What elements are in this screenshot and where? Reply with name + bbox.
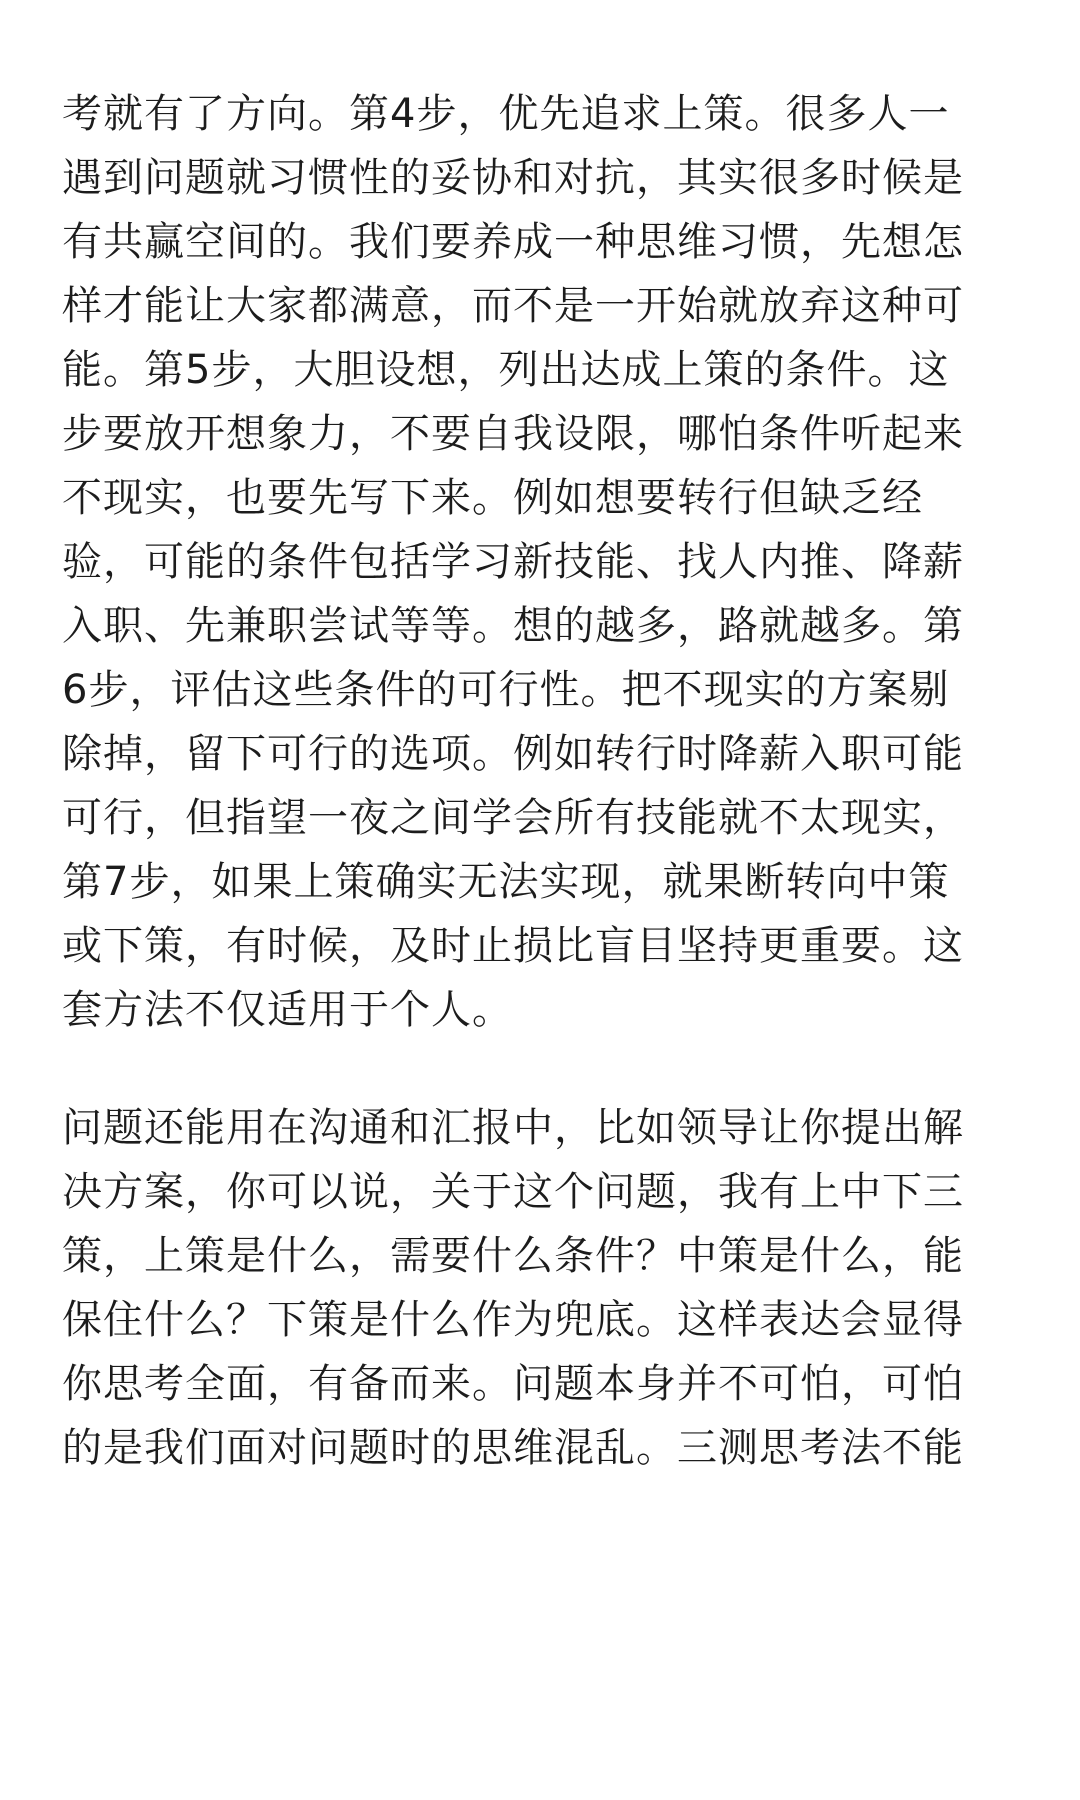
text-line: 入职、先兼职尝试等等。想的越多，路就越多。第 <box>62 603 964 649</box>
text-line: 样才能让大家都满意，而不是一开始就放弃这种可 <box>62 283 964 329</box>
paragraph-spacer <box>62 1042 1022 1096</box>
text-line: 或下策，有时候，及时止损比盲目坚持更重要。这 <box>62 923 964 969</box>
text-line: 能。第5步，大胆设想，列出达成上策的条件。这 <box>62 347 950 393</box>
text-line: 考就有了方向。第4步，优先追求上策。很多人一 <box>62 91 950 137</box>
text-line: 验，可能的条件包括学习新技能、找人内推、降薪 <box>62 539 964 585</box>
text-line: 问题还能用在沟通和汇报中，比如领导让你提出解 <box>62 1105 964 1151</box>
text-line: 有共赢空间的。我们要养成一种思维习惯，先想怎 <box>62 219 964 265</box>
article-body <box>62 82 1022 1480</box>
text-line: 你思考全面，有备而来。问题本身并不可怕，可怕 <box>62 1361 964 1407</box>
text-line: 遇到问题就习惯性的妥协和对抗，其实很多时候是 <box>62 155 964 201</box>
text-line: 决方案，你可以说，关于这个问题，我有上中下三 <box>62 1169 964 1215</box>
text-line: 保住什么？下策是什么作为兜底。这样表达会显得 <box>62 1297 964 1343</box>
text-line: 6步，评估这些条件的可行性。把不现实的方案剔 <box>62 667 950 713</box>
text-line: 不现实，也要先写下来。例如想要转行但缺乏经 <box>62 475 923 521</box>
text-line: 的是我们面对问题时的思维混乱。三测思考法不能 <box>62 1425 964 1471</box>
text-line: 步要放开想象力，不要自我设限，哪怕条件听起来 <box>62 411 964 457</box>
text-line: 除掉，留下可行的选项。例如转行时降薪入职可能 <box>62 731 964 777</box>
text-line: 可行，但指望一夜之间学会所有技能就不太现实， <box>62 795 964 841</box>
text-line: 策，上策是什么，需要什么条件？中策是什么，能 <box>62 1233 964 1279</box>
text-line: 套方法不仅适用于个人。 <box>62 987 513 1033</box>
paragraph-1 <box>62 82 1022 1042</box>
text-line: 第7步，如果上策确实无法实现，就果断转向中策 <box>62 859 950 905</box>
paragraph-2 <box>62 1096 1022 1480</box>
